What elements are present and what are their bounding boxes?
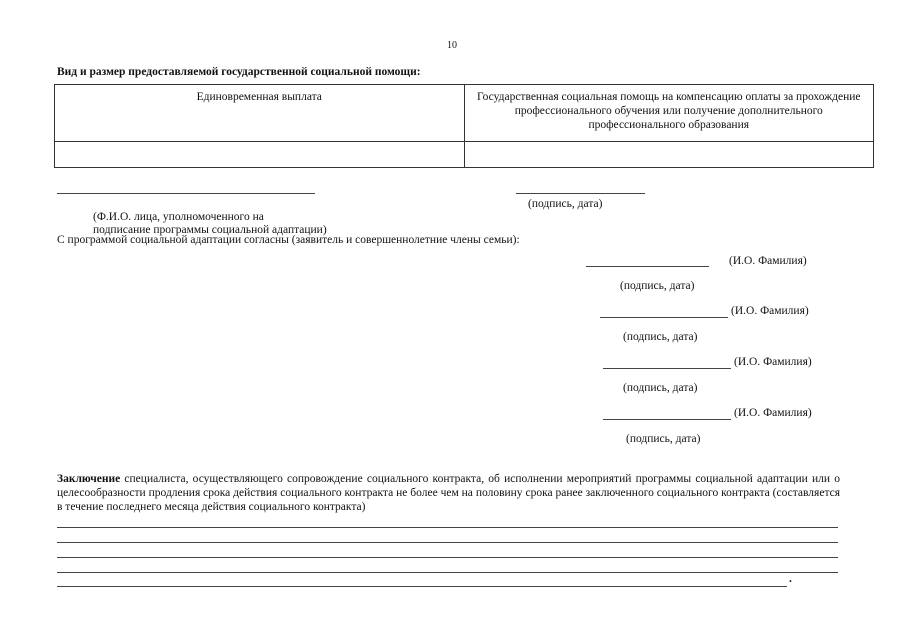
family-sign-label-2: (подпись, дата) [623, 331, 698, 343]
family-sign-label-3: (подпись, дата) [623, 382, 698, 394]
agreement-text: С программой социальной адаптации согласны (заявитель и совершеннолетние члены семьи): [57, 234, 520, 246]
conclusion-line-2 [57, 542, 838, 543]
table-cell-education-compensation[interactable] [464, 142, 874, 168]
page-number: 10 [447, 40, 457, 51]
authorized-sign-line [516, 193, 645, 194]
column-header-education-compensation: Государственная социальная помощь на компенсацию оплаты за прохождение профессионального обучения или получение дополнительного профессионального образования [464, 85, 874, 142]
family-sign-line-4 [603, 419, 731, 420]
family-name-label-4: (И.О. Фамилия) [734, 407, 812, 419]
authorized-caption-text: (Ф.И.О. лица, уполномоченного на подписание программы социальной адаптации) [93, 211, 327, 236]
conclusion-line-5 [57, 586, 787, 587]
authorized-name-caption [57, 198, 327, 237]
family-name-label-1: (И.О. Фамилия) [729, 255, 807, 267]
family-sign-label-4: (подпись, дата) [626, 433, 701, 445]
conclusion-line-3 [57, 557, 838, 558]
table-row [55, 142, 874, 168]
family-sign-line-2 [600, 317, 728, 318]
conclusion-text: специалиста, осуществляющего сопровождение социального контракта, об исполнении мероприятий программы социальной адаптации или о целесообразности продления срока действия социального контракта не более чем на половину срока ранее заключенного социального контракта (составляется в течение последнего месяца действия социального контракта) [57, 473, 840, 513]
table-cell-one-time-payment[interactable] [55, 142, 465, 168]
table-header-row [55, 85, 874, 142]
conclusion-line-1 [57, 527, 838, 528]
authorized-sign-caption: (подпись, дата) [528, 198, 603, 210]
conclusion-lead: Заключение [57, 473, 121, 485]
family-sign-label-1: (подпись, дата) [620, 280, 695, 292]
authorized-name-line [57, 193, 315, 194]
conclusion-paragraph [57, 472, 840, 514]
conclusion-end-mark: . [789, 573, 792, 585]
family-sign-line-3 [603, 368, 731, 369]
family-name-label-2: (И.О. Фамилия) [731, 305, 809, 317]
aid-type-table [54, 84, 874, 168]
family-name-label-3: (И.О. Фамилия) [734, 356, 812, 368]
section-heading: Вид и размер предоставляемой государственной социальной помощи: [57, 66, 421, 78]
conclusion-line-4 [57, 572, 838, 573]
column-header-one-time-payment: Единовременная выплата [55, 85, 465, 142]
family-sign-line-1 [586, 266, 709, 267]
